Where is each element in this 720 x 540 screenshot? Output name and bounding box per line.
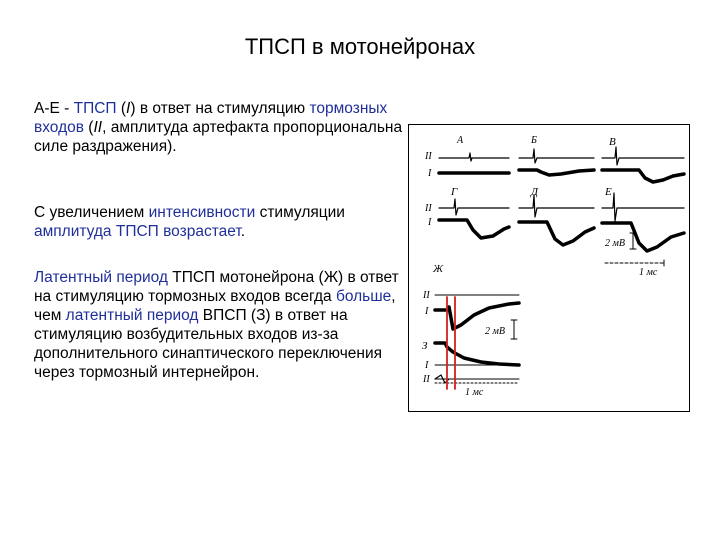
para1-text-3: ( — [116, 100, 127, 117]
label-panel-a: А — [457, 135, 464, 146]
para3-more-term: больше — [335, 288, 392, 305]
label-trace-i-g: I — [425, 306, 429, 317]
para1-text-1: А-Е - — [34, 100, 74, 117]
label-scale-top-amp: 2 мВ — [605, 238, 625, 249]
panel-e-traces — [519, 195, 594, 245]
label-scale-bottom-amp: 2 мВ — [485, 326, 505, 337]
label-panel-g: Ж — [433, 263, 444, 275]
ipsp-recordings-figure — [408, 124, 690, 412]
para2-text-1: С увеличением — [34, 204, 149, 221]
label-scale-bottom-time: 1 мс — [465, 387, 484, 398]
para1-text-7: ( — [84, 119, 94, 136]
panel-d-traces — [439, 199, 509, 238]
slide-title: ТПСП в мотонейронах — [244, 34, 476, 59]
para3-text-4: , чем — [34, 288, 396, 324]
panel-b-traces — [519, 149, 594, 175]
label-trace-i-row1: I — [428, 168, 432, 179]
label-trace-ii-row1: II — [425, 151, 432, 162]
para1-inhibitory-inputs: тормозных входов — [34, 100, 388, 136]
para2-text-5: . — [240, 223, 246, 240]
panel-a-traces — [439, 153, 509, 173]
label-trace-ii-row2: II — [425, 203, 432, 214]
paragraph-intensity — [34, 203, 404, 241]
panel-c-traces — [602, 147, 684, 182]
para3-text-6: ВПСП (З) в ответ на стимуляцию возбудительных входов из-за дополнительного синаптического переключения через тормозный интернейрон. — [34, 307, 383, 381]
label-trace-i-row2: I — [428, 217, 432, 228]
para2-intensity-term: интенсивности — [148, 204, 256, 221]
para1-text-5: ) в ответ на стимуляцию — [130, 100, 310, 117]
para2-text-3: стимуляции — [255, 204, 345, 221]
paragraph-latency — [34, 268, 404, 382]
label-panel-d: Г — [451, 186, 458, 198]
para1-roman-1: I — [126, 100, 131, 117]
label-panel-c: В — [609, 136, 616, 148]
label-panel-e: Д — [531, 186, 538, 198]
label-trace-ii-g: II — [423, 290, 430, 301]
para3-latency-term-1: Латентный период — [34, 269, 168, 286]
para1-ipsp-term: ТПСП — [73, 100, 117, 117]
paragraph-ipsp-stimulation — [34, 99, 404, 156]
label-trace-ii-h: II — [423, 374, 430, 385]
para3-text-2: ТПСП мотонейрона (Ж) в ответ на стимуляцию тормозных входов всегда — [34, 269, 399, 305]
para1-roman-2: II — [93, 119, 103, 136]
label-panel-h: З — [422, 340, 428, 352]
para3-latency-term-2: латентный период — [65, 307, 199, 324]
recordings-svg — [409, 125, 689, 411]
label-scale-top-time: 1 мс — [639, 267, 658, 278]
para2-amplitude-grows: амплитуда ТПСП возрастает — [34, 223, 241, 240]
label-trace-i-h: I — [425, 360, 429, 371]
para1-text-9: , амплитуда артефакта пропорциональна силе раздражения). — [34, 119, 403, 155]
label-panel-f: Е — [605, 186, 612, 198]
label-panel-b: Б — [531, 135, 537, 146]
